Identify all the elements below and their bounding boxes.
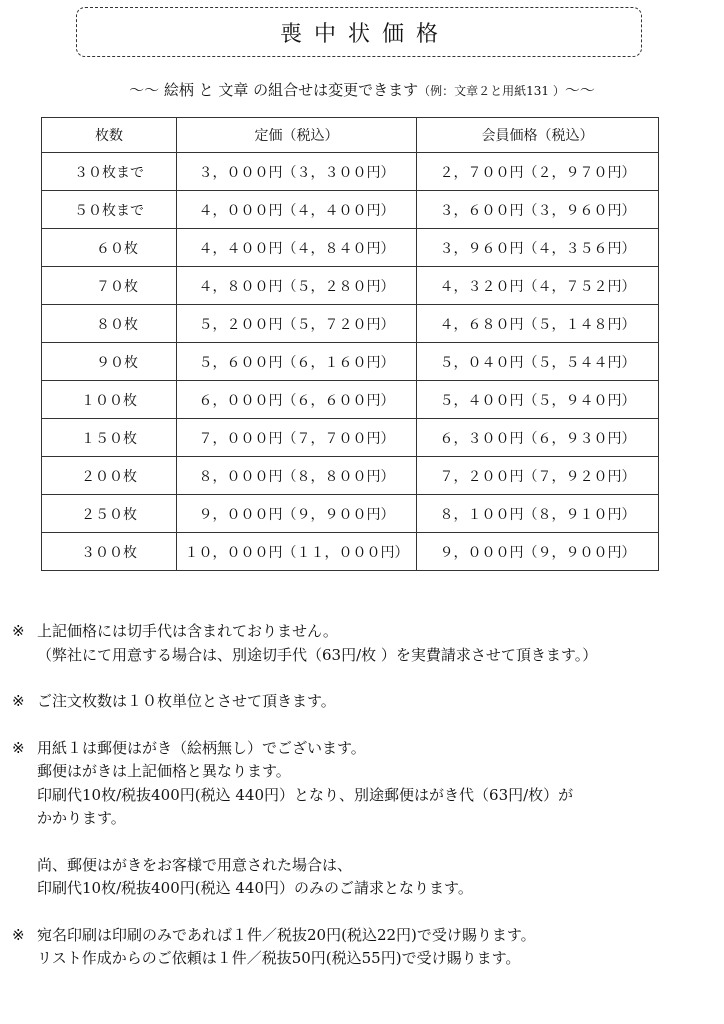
- row-list-price: ４，４００円（４，８４０円）: [177, 229, 417, 267]
- row-member-price: ３，９６０円（４，３５６円）: [417, 229, 659, 267]
- header-count: 枚数: [42, 118, 177, 153]
- row-list-price: １０，０００円（１１，０００円）: [177, 533, 417, 571]
- table-header-row: [42, 118, 659, 153]
- row-count: ２００枚: [42, 457, 177, 495]
- row-count: ３０枚まで: [42, 153, 177, 191]
- note-order-unit: [12, 690, 712, 714]
- header-list-price: 定価（税込）: [177, 118, 417, 153]
- row-count: １５０枚: [42, 419, 177, 457]
- table-row: [42, 381, 659, 419]
- row-list-price: ８，０００円（８，８００円）: [177, 457, 417, 495]
- table-row: [42, 267, 659, 305]
- note-line: 宛名印刷は印刷のみであれば１件／税抜20円(税込22円)で受け賜ります。: [37, 925, 536, 944]
- note-stamp-fee: [12, 620, 712, 667]
- note-line: 上記価格には切手代は含まれておりません。: [37, 622, 338, 640]
- page-title: 喪中状価格: [279, 21, 450, 47]
- note-mark: ※: [12, 738, 25, 757]
- row-count: ９０枚: [42, 343, 177, 381]
- row-list-price: ４，８００円（５，２８０円）: [177, 267, 417, 305]
- header-member-price: 会員価格（税込）: [417, 118, 659, 153]
- note-mark: ※: [12, 622, 25, 640]
- row-member-price: ４，３２０円（４，７５２円）: [417, 267, 659, 305]
- note-mark: ※: [12, 692, 25, 710]
- row-list-price: ３，０００円（３，３００円）: [177, 153, 417, 191]
- note-line: ご注文枚数は１０枚単位とさせて頂きます。: [37, 692, 336, 710]
- note-postcard: [12, 737, 712, 901]
- row-count: ６０枚: [42, 229, 177, 267]
- row-count: ２５０枚: [42, 495, 177, 533]
- row-list-price: ９，０００円（９，９００円）: [177, 495, 417, 533]
- note-line: 印刷代10枚/税抜400円(税込 440円）のみのご請求となります。: [37, 879, 473, 897]
- row-member-price: ４，６８０円（５，１４８円）: [417, 305, 659, 343]
- row-list-price: ７，０００円（７，７００円）: [177, 419, 417, 457]
- table-row: [42, 343, 659, 381]
- row-member-price: ９，０００円（９，９００円）: [417, 533, 659, 571]
- row-count: ３００枚: [42, 533, 177, 571]
- row-member-price: ５，０４０円（５，５４４円）: [417, 343, 659, 381]
- row-list-price: ４，０００円（４，４００円）: [177, 191, 417, 229]
- title-box: [76, 7, 642, 57]
- row-member-price: ７，２００円（７，９２０円）: [417, 457, 659, 495]
- note-line: 用紙１は郵便はがき（絵柄無し）でございます。: [37, 738, 366, 757]
- notes: [12, 620, 712, 994]
- table-row: [42, 305, 659, 343]
- row-list-price: ５，６００円（６，１６０円）: [177, 343, 417, 381]
- subtitle-tail: ～～: [564, 81, 595, 99]
- subtitle: [0, 79, 724, 100]
- row-count: １００枚: [42, 381, 177, 419]
- row-count: ７０枚: [42, 267, 177, 305]
- table-row: [42, 533, 659, 571]
- row-count: ５０枚まで: [42, 191, 177, 229]
- row-count: ８０枚: [42, 305, 177, 343]
- row-member-price: ３，６００円（３，９６０円）: [417, 191, 659, 229]
- table-row: [42, 457, 659, 495]
- note-line: （弊社にて用意する場合は、別途切手代（63円/枚 ）を実費請求させて頂きます。）: [37, 645, 598, 664]
- table-row: [42, 419, 659, 457]
- note-line: 印刷代10枚/税抜400円(税込 440円）となり、別途郵便はがき代（63円/枚）が: [37, 785, 574, 804]
- subtitle-example: （例：文章２と用紙131 ）: [418, 84, 565, 98]
- note-line: リスト作成からのご依頼は１件／税抜50円(税込55円)で受け賜ります。: [37, 949, 521, 967]
- price-table: [41, 117, 659, 571]
- table-row: [42, 495, 659, 533]
- row-member-price: ６，３００円（６，９３０円）: [417, 419, 659, 457]
- row-member-price: ２，７００円（２，９７０円）: [417, 153, 659, 191]
- note-mark: ※: [12, 925, 25, 944]
- note-line: 郵便はがきは上記価格と異なります。: [37, 762, 291, 780]
- note-address-printing: [12, 924, 712, 971]
- note-line: かかります。: [37, 809, 126, 827]
- table-row: [42, 229, 659, 267]
- row-list-price: ６，０００円（６，６００円）: [177, 381, 417, 419]
- row-member-price: ８，１００円（８，９１０円）: [417, 495, 659, 533]
- row-member-price: ５，４００円（５，９４０円）: [417, 381, 659, 419]
- table-row: [42, 153, 659, 191]
- table-row: [42, 191, 659, 229]
- row-list-price: ５，２００円（５，７２０円）: [177, 305, 417, 343]
- note-line: 尚、郵便はがきをお客様で用意された場合は、: [37, 855, 353, 874]
- subtitle-main: ～～ 絵柄 と 文章 の組合せは変更できます: [129, 81, 419, 99]
